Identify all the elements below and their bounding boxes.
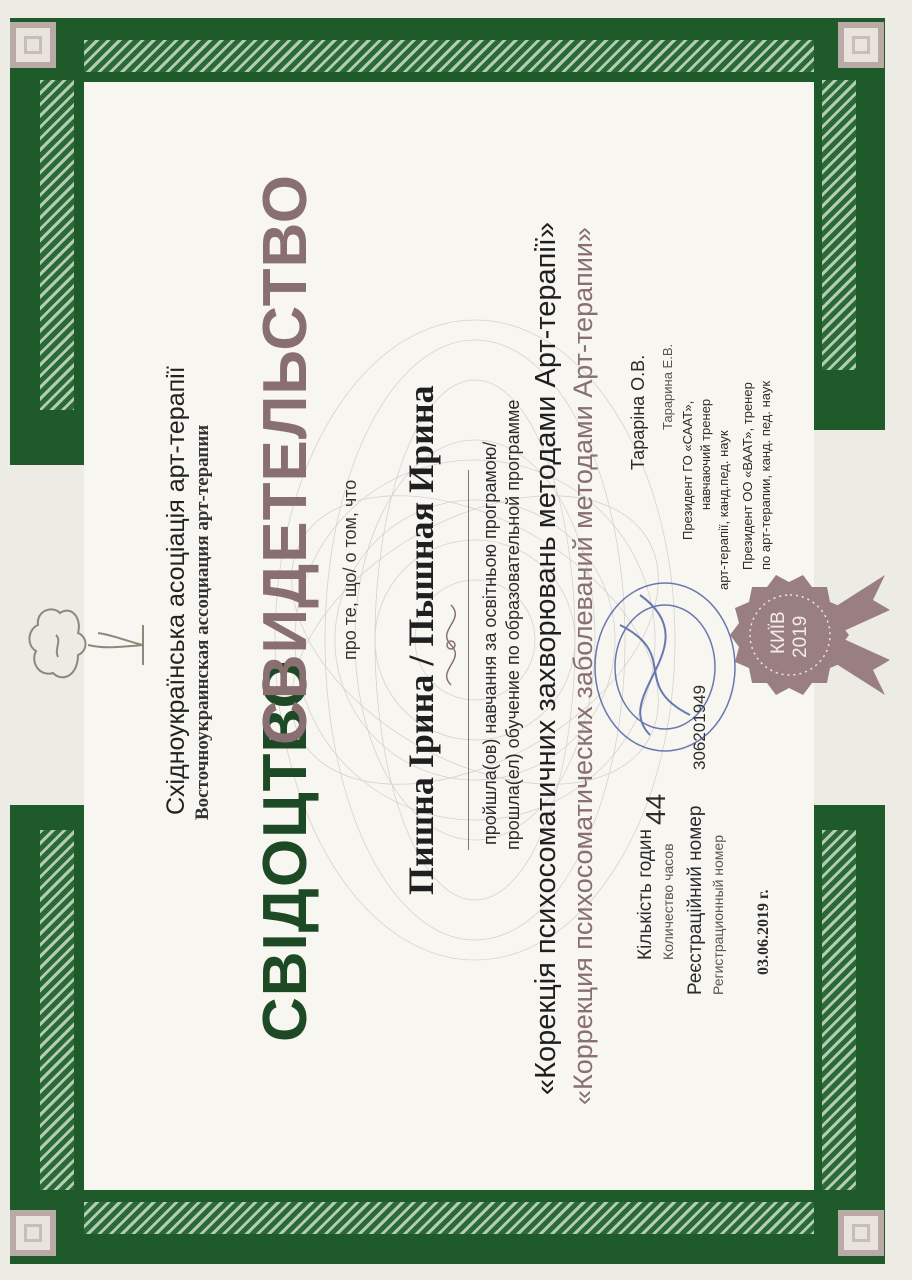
association-name-uk: Східноукраїнська асоціація арт-терапії — [162, 366, 190, 815]
completion-text-uk: пройшла(ов) навчання за освітньою програмою/ — [480, 441, 500, 845]
hours-label-uk: Кількість годин — [635, 828, 656, 960]
association-name-ru: Восточноукраинская ассоциация арт-терапии — [192, 424, 213, 820]
program-title-ru: «Коррекция психосоматических заболеваний методами Арт-терапии» — [568, 227, 598, 1105]
tree-logo-icon — [18, 595, 153, 695]
organization-stamp — [590, 580, 740, 755]
registration-label-uk: Реєстраційний номер — [685, 805, 706, 995]
flourish-ornament — [436, 600, 466, 690]
signatory-name-ru: Тарарина Е.В. — [660, 343, 675, 430]
completion-text-ru: прошла(ел) обучение по образовательной программе — [503, 399, 523, 850]
signatory-title-ru-2: по арт-терапии, канд. пед. наук — [758, 380, 773, 570]
signatory-name-uk: Тараріна О.В. — [628, 354, 648, 470]
signatory-title-uk-1: Президент ГО «СААТ», — [680, 400, 695, 540]
registration-label-ru: Регистрационный номер — [710, 835, 726, 995]
intro-text: про те, що/ о том, что — [340, 479, 360, 660]
seal-year: 2019 — [790, 615, 811, 658]
program-title-uk: «Корекція психосоматичних захворювань методами Арт-терапії» — [530, 221, 562, 1095]
divider-line — [468, 470, 469, 850]
issue-date: 03.06.2019 г. — [755, 889, 772, 975]
signatory-title-uk-2: навчаючий тренер — [698, 398, 713, 510]
seal-city: КИЇВ — [768, 611, 789, 654]
hours-label-ru: Количество часов — [660, 843, 676, 960]
recipient-name: Пишна Ірина / Пышная Ирина — [401, 385, 441, 895]
title-ru: СВИДЕТЕЛЬСТВО — [251, 174, 320, 745]
registration-value: 306201949 — [690, 684, 709, 770]
signatory-title-ru-1: Президент ОО «ВААТ», тренер — [740, 382, 755, 570]
signatory-title-uk-3: арт-терапії, канд.пед. наук — [716, 430, 731, 590]
hours-value: 44 — [640, 793, 671, 825]
title-uk: СВІДОЦТВО — [251, 659, 320, 1042]
